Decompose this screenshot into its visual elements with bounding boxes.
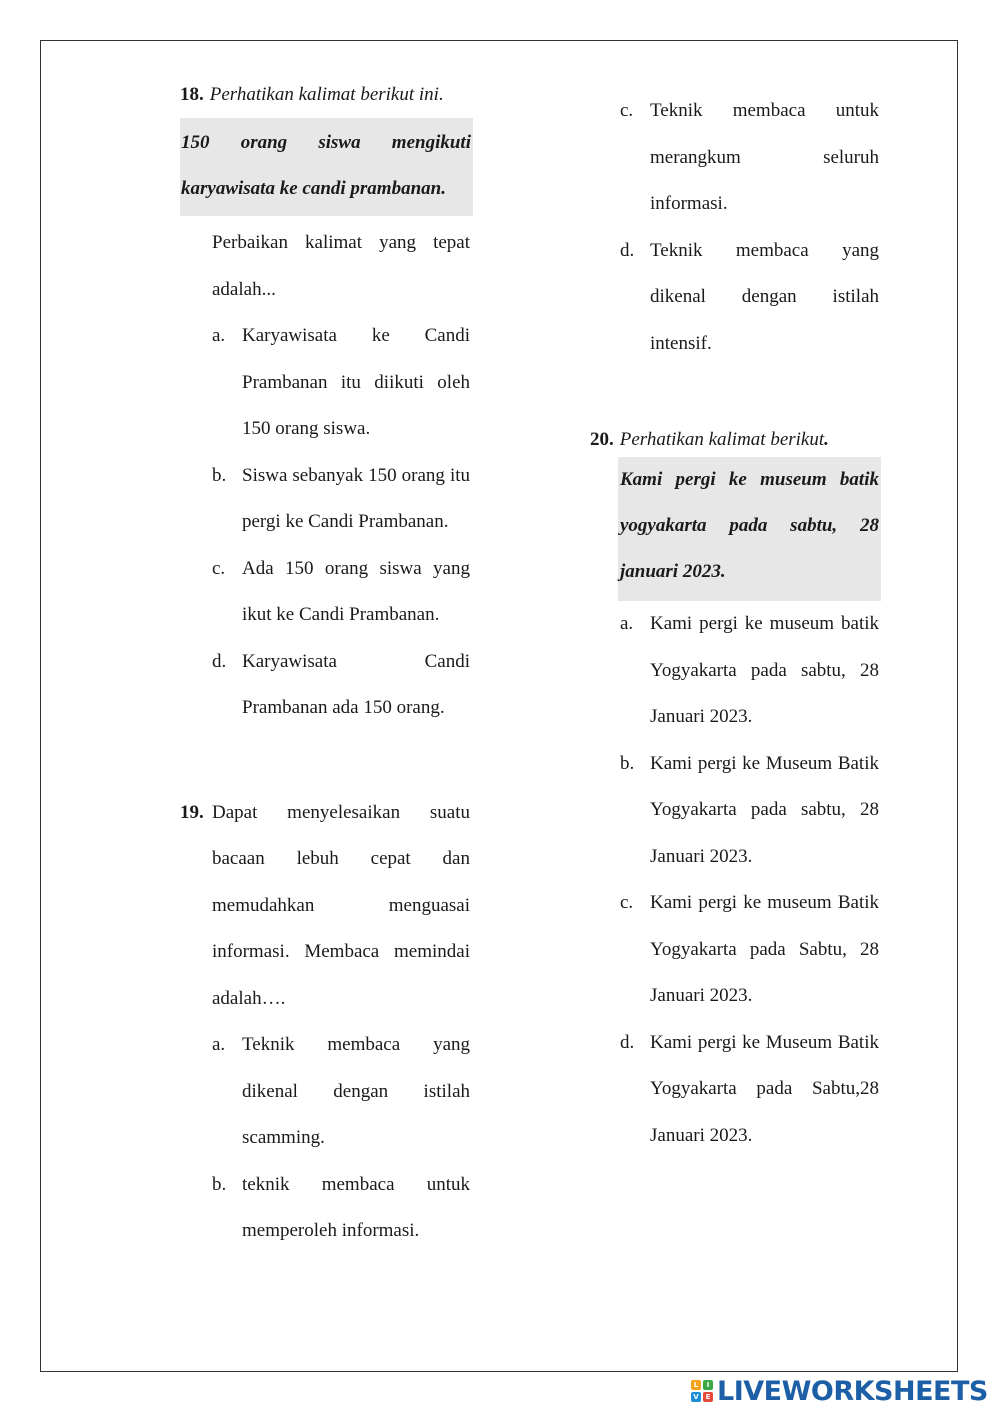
question-20 <box>590 423 879 1159</box>
option-b[interactable] <box>620 741 879 881</box>
quoted-sentence: Kami pergi ke museum batik yogyakarta pada sabtu, 28 januari 2023. <box>618 457 881 601</box>
left-column <box>180 78 470 1255</box>
question-19 <box>180 790 470 1255</box>
option-letter: a. <box>212 1034 226 1055</box>
prompt-text: Perhatikan kalimat berikut <box>619 429 825 450</box>
option-b[interactable] <box>212 453 470 546</box>
quoted-sentence: 150 orang siswa mengikuti karyawisata ke candi prambanan. <box>180 118 473 216</box>
option-text: Teknik membaca yang dikenal dengan istilah scamming. <box>242 1034 470 1148</box>
question-18-header <box>180 78 470 112</box>
option-letter: d. <box>620 1031 635 1053</box>
option-text: Kami pergi ke museum batik Yogyakarta pada sabtu, 28 Januari 2023. <box>650 613 879 727</box>
option-text: Siswa sebanyak 150 orang itu pergi ke Candi Prambanan. <box>242 464 470 532</box>
option-d[interactable] <box>620 228 879 368</box>
option-c[interactable] <box>620 880 879 1020</box>
option-text: Kami pergi ke Museum Batik Yogyakarta pada Sabtu,28 Januari 2023. <box>650 1031 879 1146</box>
question-20-header <box>590 423 879 457</box>
option-letter: d. <box>620 239 635 261</box>
liveworksheets-logo[interactable] <box>691 1372 988 1410</box>
option-text: Teknik membaca yang dikenal dengan istilah intensif. <box>650 239 879 354</box>
option-text: Kami pergi ke museum Batik Yogyakarta pada Sabtu, 28 Januari 2023. <box>650 892 879 1006</box>
option-c[interactable] <box>212 546 470 639</box>
options-list <box>212 313 470 732</box>
option-b[interactable] <box>212 1162 470 1255</box>
prompt-period: . <box>824 429 829 450</box>
logo-tile: I <box>703 1380 713 1390</box>
logo-tile: E <box>703 1392 713 1402</box>
option-text: Kami pergi ke Museum Batik Yogyakarta pada sabtu, 28 Januari 2023. <box>650 752 879 867</box>
option-letter: c. <box>620 892 634 913</box>
question-prompt: Perhatikan kalimat berikut ini. <box>209 84 444 105</box>
options-list <box>212 1022 470 1255</box>
option-text: Ada 150 orang siswa yang ikut ke Candi Prambanan. <box>242 557 470 625</box>
question-number: 18. <box>180 84 204 105</box>
option-letter: a. <box>212 325 226 346</box>
logo-tile: V <box>691 1392 701 1402</box>
option-text: Karyawisata ke Candi Prambanan itu diikuti oleh 150 orang siswa. <box>242 325 470 439</box>
option-d[interactable] <box>212 639 470 732</box>
option-letter: a. <box>620 613 634 634</box>
option-letter: b. <box>620 752 635 774</box>
option-c[interactable] <box>620 88 879 228</box>
logo-tile: L <box>691 1380 701 1390</box>
option-text: Teknik membaca untuk merangkum seluruh informasi. <box>650 100 879 214</box>
right-column <box>590 88 879 1159</box>
option-letter: c. <box>212 557 226 579</box>
option-letter: d. <box>212 650 227 672</box>
question-prompt <box>620 423 829 457</box>
logo-grid-icon <box>691 1380 713 1402</box>
option-a[interactable] <box>212 1022 470 1162</box>
option-text: Karyawisata Candi Prambanan ada 150 orang. <box>242 650 470 718</box>
option-d[interactable] <box>620 1020 879 1160</box>
option-letter: b. <box>212 1173 227 1195</box>
option-text: teknik membaca untuk memperoleh informasi. <box>242 1173 470 1241</box>
option-a[interactable] <box>620 601 879 741</box>
option-letter: b. <box>212 464 227 486</box>
question-text: Perbaikan kalimat yang tepat adalah... <box>212 232 470 300</box>
question-number: 20. <box>590 429 614 450</box>
options-list <box>620 601 879 1159</box>
options-list-continued <box>620 88 879 367</box>
question-text: Dapat menyelesaikan suatu bacaan lebuh cepat dan memudahkan menguasai informasi. Membaca memindai adalah…. <box>212 801 470 1009</box>
logo-text: LIVEWORKSHEETS <box>717 1375 988 1407</box>
option-letter: c. <box>620 100 634 121</box>
question-number: 19. <box>180 801 204 823</box>
option-a[interactable] <box>212 313 470 453</box>
